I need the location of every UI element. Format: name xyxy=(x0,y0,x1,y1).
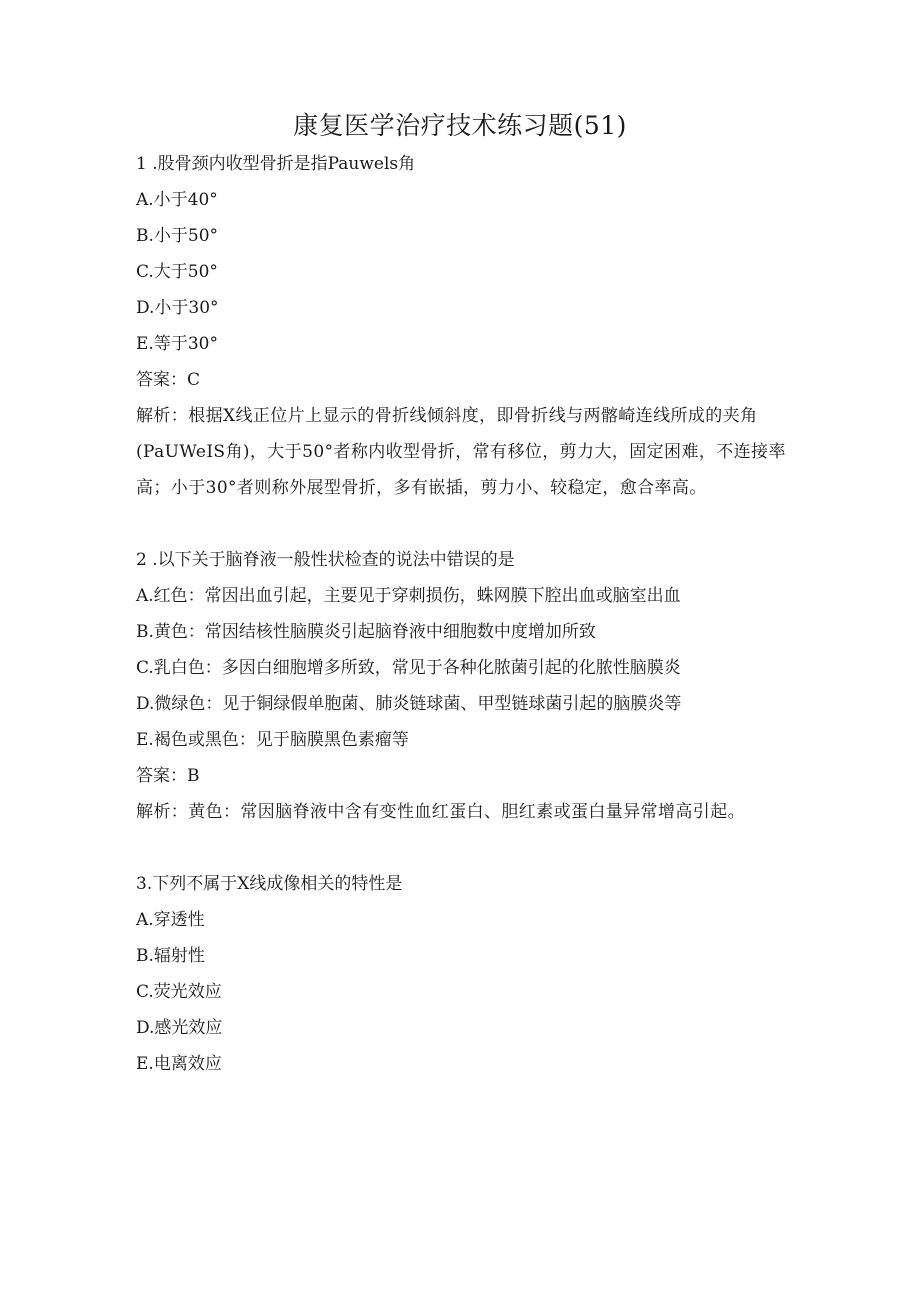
question-stem: 3.下列不属于X线成像相关的特性是 xyxy=(136,874,403,894)
option-d: D.感光效应 xyxy=(136,1018,223,1038)
option-d: D.微绿色：见于铜绿假单胞菌、肺炎链球菌、甲型链球菌引起的脑膜炎等 xyxy=(136,694,682,714)
option-b: B.黄色：常因结核性脑膜炎引起脑脊液中细胞数中度增加所致 xyxy=(136,622,596,642)
option-e: E.等于30° xyxy=(136,334,218,354)
option-c: C.乳白色：多因白细胞增多所致，常见于各种化脓菌引起的化脓性脑膜炎 xyxy=(136,658,681,678)
option-a: A.红色：常因出血引起，主要见于穿刺损伤，蛛网膜下腔出血或脑室出血 xyxy=(136,586,681,606)
document-title: 康复医学治疗技术练习题(51) xyxy=(293,111,627,140)
option-c: C.大于50° xyxy=(136,262,218,282)
option-a: A.小于40° xyxy=(136,190,218,210)
spacer xyxy=(136,830,786,866)
question-3 xyxy=(136,866,786,1082)
option-a: A.穿透性 xyxy=(136,910,205,930)
analysis: 解析：根据X线正位片上显示的骨折线倾斜度，即骨折线与两髂崎连线所成的夹角(PaUWeIS角)，大于50°者称内收型骨折，常有移位，剪力大，固定困难，不连接率高；小于30°者则称外展型骨折，多有嵌插，剪力小、较稳定，愈合率高。 xyxy=(136,406,786,498)
option-e: E.电离效应 xyxy=(136,1054,222,1074)
answer: 答案：B xyxy=(136,766,200,786)
answer: 答案：C xyxy=(136,370,201,390)
question-stem: 1 .股骨颈内收型骨折是指Pauwels角 xyxy=(136,154,416,174)
question-stem: 2 .以下关于脑脊液一般性状检查的说法中错误的是 xyxy=(136,550,515,570)
spacer xyxy=(136,506,786,542)
question-2 xyxy=(136,542,786,830)
option-e: E.褐色或黑色：见于脑膜黑色素瘤等 xyxy=(136,730,409,750)
analysis: 解析：黄色：常因脑脊液中含有变性血红蛋白、胆红素或蛋白量异常增高引起。 xyxy=(136,802,745,822)
option-c: C.荧光效应 xyxy=(136,982,222,1002)
option-d: D.小于30° xyxy=(136,298,219,318)
option-b: B.辐射性 xyxy=(136,946,205,966)
question-1 xyxy=(136,146,786,506)
question-list xyxy=(136,146,786,1082)
option-b: B.小于50° xyxy=(136,226,219,246)
